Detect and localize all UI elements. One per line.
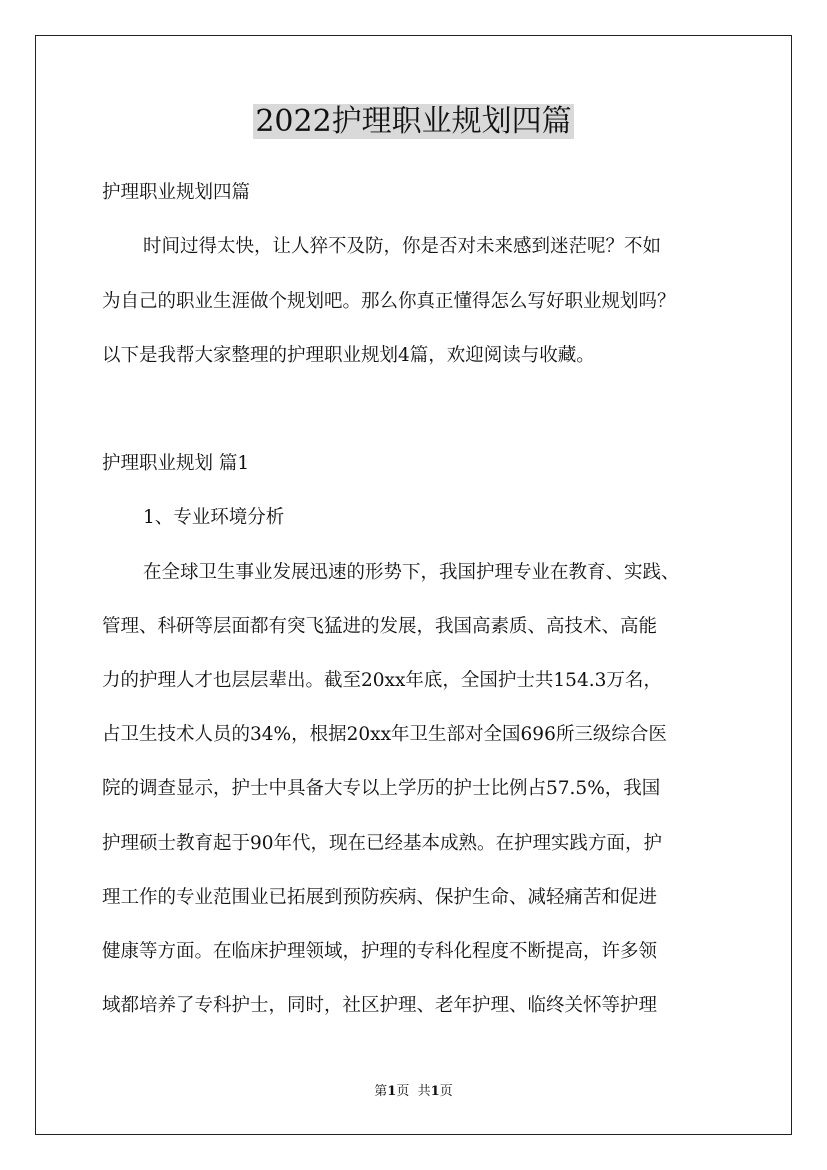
footer-page-prefix: 第 (374, 1084, 388, 1099)
subsection-heading: 1、专业环境分析 (143, 507, 285, 528)
body-line-3: 力的护理人才也层层辈出。截至20xx年底，全国护士共154.3万名， (102, 670, 662, 691)
footer-page-current: 1 (387, 1084, 397, 1099)
document-subtitle: 护理职业规划四篇 (102, 182, 251, 203)
body-line-2: 管理、科研等层面都有突飞猛进的发展，我国高素质、高技术、高能 (102, 616, 658, 637)
body-line-9: 域都培养了专科护士，同时，社区护理、老年护理、临终关怀等护理 (102, 995, 658, 1016)
footer-page-total: 1 (430, 1084, 440, 1099)
document-title (0, 102, 827, 142)
body-line-7: 理工作的专业范围业已拓展到预防疾病、保护生命、减轻痛苦和促进 (102, 887, 658, 908)
intro-line-1: 时间过得太快，让人猝不及防，你是否对未来感到迷茫呢？不如 (143, 236, 662, 257)
footer-page-suffix: 页 (396, 1084, 410, 1099)
body-line-6: 护理硕士教育起于90年代，现在已经基本成熟。在护理实践方面，护 (102, 833, 663, 854)
body-line-4: 占卫生技术人员的34%，根据20xx年卫生部对全国696所三级综合医 (102, 724, 667, 745)
section-heading: 护理职业规划 篇1 (102, 453, 250, 474)
intro-line-3: 以下是我帮大家整理的护理职业规划4篇，欢迎阅读与收藏。 (102, 345, 595, 366)
intro-line-2: 为自己的职业生涯做个规划吧。那么你真正懂得怎么写好职业规划吗？ (102, 291, 676, 312)
body-line-8: 健康等方面。在临床护理领域，护理的专科化程度不断提高，许多领 (102, 941, 658, 962)
footer-total-prefix: 共 (417, 1084, 431, 1099)
page-footer (0, 1083, 827, 1101)
body-line-1: 在全球卫生事业发展迅速的形势下，我国护理专业在教育、实践、 (143, 562, 680, 583)
footer-total-suffix: 页 (439, 1084, 453, 1099)
document-title-text: 2022护理职业规划四篇 (255, 104, 572, 139)
body-line-5: 院的调查显示，护士中具备大专以上学历的护士比例占57.5%，我国 (102, 778, 661, 799)
